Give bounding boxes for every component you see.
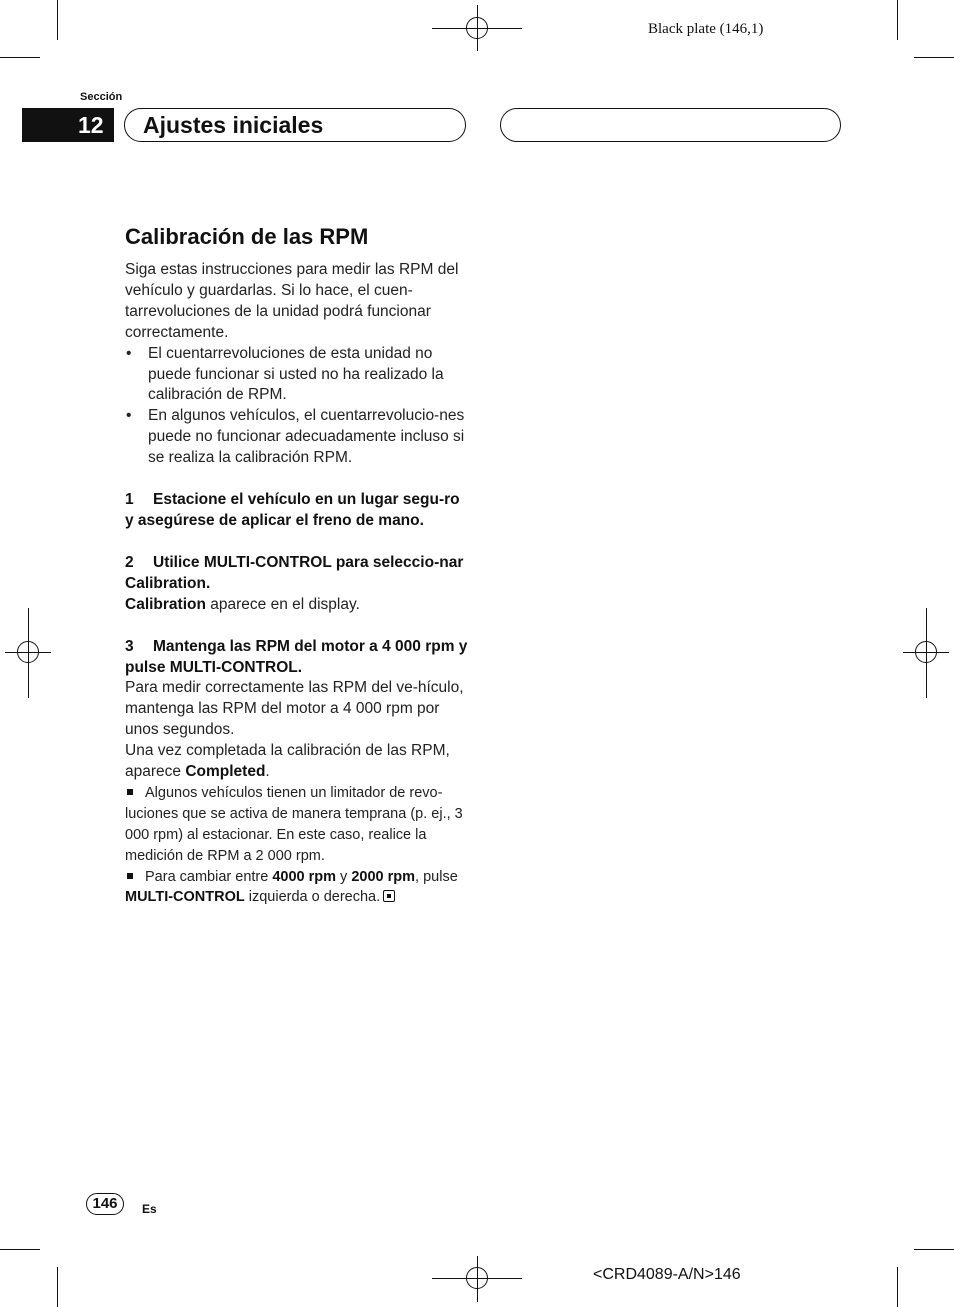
language-code: Es: [142, 1202, 157, 1216]
step-3-completion: Una vez completada la calibración de las RPM, aparece Completed.: [125, 742, 450, 781]
article: [125, 222, 470, 908]
step-text: Utilice MULTI-CONTROL para seleccio-nar Calibration.: [125, 553, 464, 592]
plate-label: Black plate (146,1): [648, 21, 764, 37]
section-title: Ajustes iniciales: [124, 108, 466, 142]
crop-mark: [897, 1267, 898, 1307]
list-item: • El cuentarrevoluciones de esta unidad no puede funcionar si usted no ha realizado la calibración de RPM.: [126, 344, 444, 404]
step-2: [125, 553, 470, 595]
step-2-result: Calibration aparece en el display.: [125, 595, 360, 613]
crop-mark: [0, 57, 40, 58]
step-number: 1: [125, 491, 134, 509]
crop-mark: [57, 0, 58, 40]
square-bullet-icon: [127, 873, 133, 879]
page-number: 146: [86, 1193, 124, 1215]
end-of-section-icon: [383, 890, 395, 902]
bullet-list: [125, 344, 470, 469]
list-item: • En algunos vehículos, el cuentarrevolucio-nes puede no funcionar adecuadamente incluso si se realiza la calibración RPM.: [126, 407, 465, 467]
step-3-description: Para medir correctamente las RPM del ve-hículo, mantenga las RPM del motor a 4 000 rpm por unos segundos.: [125, 679, 464, 739]
crop-mark: [0, 1249, 40, 1250]
step-text: Mantenga las RPM del motor a 4 000 rpm y pulse MULTI-CONTROL.: [125, 637, 468, 676]
document-code: <CRD4089-A/N>146: [593, 1266, 741, 1283]
bullet-icon: •: [126, 407, 132, 425]
section-label: Sección: [80, 91, 123, 103]
step-3: [125, 637, 470, 679]
step-text: Estacione el vehículo en un lugar segu-ro y asegúrese de aplicar el freno de mano.: [125, 491, 460, 529]
square-bullet-icon: [127, 789, 133, 795]
bullet-icon: •: [126, 344, 132, 362]
note-2: Para cambiar entre 4000 rpm y 2000 rpm, pulse MULTI-CONTROL izquierda o derecha.: [125, 868, 458, 906]
step-number: 2: [125, 553, 134, 571]
crop-mark: [914, 1249, 954, 1250]
empty-header-pill: [500, 108, 841, 142]
section-number: 12: [78, 112, 104, 138]
step-number: 3: [125, 637, 134, 655]
intro-paragraph: Siga estas instrucciones para medir las RPM del vehículo y guardarlas. Si lo hace, el cuen-tarrevoluciones de la unidad podrá funcionar correctamente.: [125, 261, 459, 341]
crop-mark: [57, 1267, 58, 1307]
note-1: Algunos vehículos tienen un limitador de revo-luciones que se activa de manera temprana (p. ej., 3 000 rpm) al estacionar. En este caso, realice la medición de RPM a 2 000 rpm.: [125, 784, 463, 864]
crop-mark: [914, 57, 954, 58]
section-number-tab: [22, 108, 114, 142]
step-1: [125, 490, 470, 532]
article-title: Calibración de las RPM: [125, 224, 369, 249]
crop-mark: [897, 0, 898, 40]
